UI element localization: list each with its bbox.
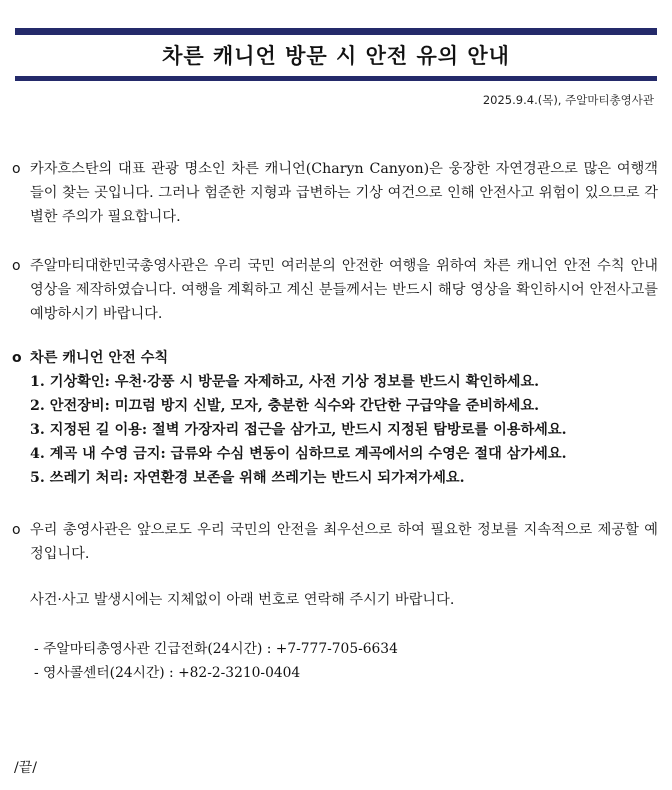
bullet-marker: o	[12, 350, 22, 366]
safety-rule-item: 1. 기상확인: 우천·강풍 시 방문을 자제하고, 사전 기상 정보를 반드시 확인하세요.	[30, 374, 540, 390]
safety-rule-item: 5. 쓰레기 처리: 자연환경 보존을 위해 쓰레기는 반드시 되가져가세요.	[30, 470, 465, 486]
safety-rules-list	[12, 370, 658, 490]
contact-list	[34, 637, 398, 685]
safety-rule-item: 4. 계곡 내 수영 금지: 급류와 수심 변동이 심하므로 계곡에서의 수영은 절대 삼가세요.	[30, 446, 567, 462]
paragraph-text: 사건·사고 발생시에는 지체없이 아래 번호로 연락해 주시기 바랍니다.	[30, 592, 455, 608]
bullet-marker: o	[12, 522, 21, 538]
paragraph-intro	[12, 157, 658, 229]
page-title: 차른 캐니언 방문 시 안전 유의 안내	[162, 44, 510, 68]
paragraph-video-notice	[12, 254, 658, 326]
safety-rules-heading: 차른 캐니언 안전 수칙	[30, 350, 169, 366]
paragraph-commitment	[12, 518, 658, 566]
dateline: 2025.9.4.(목), 주알마티총영사관	[482, 93, 654, 107]
bullet-marker: o	[12, 258, 21, 274]
safety-rules-section	[12, 346, 658, 490]
safety-rule-item: 2. 안전장비: 미끄럼 방지 신발, 모자, 충분한 식수와 간단한 구급약을 준비하세요.	[30, 398, 540, 414]
safety-rule-item: 3. 지정된 길 이용: 절벽 가장자리 접근을 삼가고, 반드시 지정된 탐방로를 이용하세요.	[30, 422, 567, 438]
contact-call-center: - 영사콜센터(24시간) : +82-2-3210-0404	[34, 665, 301, 681]
paragraph-text: 우리 총영사관은 앞으로도 우리 국민의 안전을 최우선으로 하여 필요한 정보를 지속적으로 제공할 예정입니다.	[30, 522, 658, 562]
paragraph-contact-request	[12, 588, 658, 612]
title-top-rule	[15, 28, 657, 35]
paragraph-text: 카자흐스탄의 대표 관광 명소인 차른 캐니언(Charyn Canyon)은 웅장한 자연경관으로 많은 여행객들이 찾는 곳입니다. 그러나 험준한 지형과 급변하는 기상 여건으로 인해 안전사고 위험이 있으므로 각별한 주의가 필요합니다.	[30, 161, 658, 225]
end-mark: /끝/	[14, 760, 37, 776]
contact-consulate-emergency: - 주알마티총영사관 긴급전화(24시간) : +7-777-705-6634	[34, 641, 398, 657]
paragraph-text: 주알마티대한민국총영사관은 우리 국민 여러분의 안전한 여행을 위하여 차른 캐니언 안전 수칙 안내 영상을 제작하였습니다. 여행을 계획하고 계신 분들께서는 반드시 해당 영상을 확인하시어 안전사고를 예방하시기 바랍니다.	[30, 258, 658, 322]
bullet-marker: o	[12, 161, 21, 177]
title-bottom-rule	[15, 76, 657, 81]
